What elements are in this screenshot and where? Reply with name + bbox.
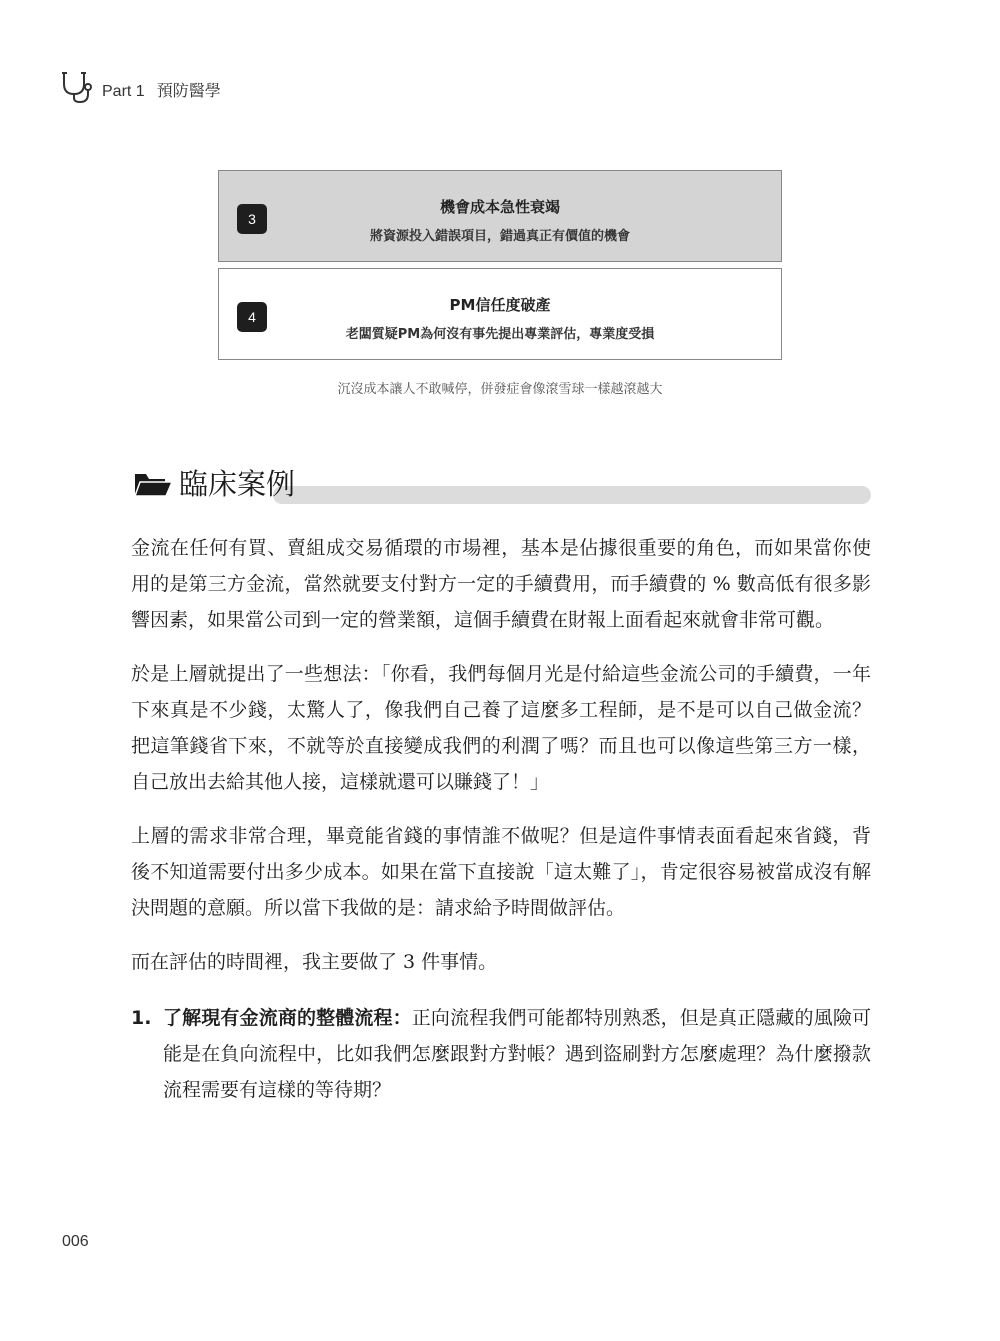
complication-subtitle: 將資源投入錯誤項目，錯過真正有價值的機會	[369, 229, 630, 244]
complication-number: 4	[237, 302, 267, 332]
page-header	[60, 70, 221, 104]
figure-caption: 沉沒成本讓人不敢喊停，併發症會像滾雪球一樣越滾越大	[337, 382, 663, 397]
section-title: 臨床案例	[179, 467, 296, 501]
section-heading	[133, 462, 871, 506]
paragraph: 金流在任何有買、賣組成交易循環的市場裡，基本是佔據很重要的角色，而如果當你使用的是第三方金流，當然就要支付對方一定的手續費用，而手續費的 % 數高低有很多影響因素，如果當公司到一定的營業額，這個手續費在財報上面看起來就會非常可觀。	[131, 537, 871, 631]
complication-subtitle: 老闆質疑PM為何沒有事先提出專業評估，專業度受損	[345, 327, 655, 342]
list-item-number: 1.	[131, 1007, 152, 1029]
body-text	[131, 530, 871, 1108]
complication-title: PM信任度破產	[449, 296, 551, 314]
paragraph: 上層的需求非常合理，畢竟能省錢的事情誰不做呢？但是這件事情表面看起來省錢，背後不知道需要付出多少成本。如果在當下直接說「這太難了」，肯定很容易被當成沒有解決問題的意願。所以當下我做的是：請求給予時間做評估。	[131, 825, 871, 919]
header-part: Part 1	[102, 83, 145, 100]
list-item-heading: 了解現有金流商的整體流程：	[163, 1007, 412, 1029]
section-underline-bar	[273, 486, 871, 504]
complication-box-4	[218, 268, 782, 360]
header-chapter: 預防醫學	[156, 83, 221, 100]
header-text	[102, 78, 221, 101]
folder-open-icon	[133, 470, 173, 498]
complication-title: 機會成本急性衰竭	[439, 198, 560, 216]
complication-box-3	[218, 170, 782, 262]
list-item	[131, 1000, 871, 1108]
stethoscope-icon	[60, 70, 96, 104]
paragraph: 於是上層就提出了一些想法：「你看，我們每個月光是付給這些金流公司的手續費，一年下來真是不少錢，太驚人了，像我們自己養了這麼多工程師，是不是可以自己做金流？把這筆錢省下來，不就等於直接變成我們的利潤了嗎？而且也可以像這些第三方一樣，自己放出去給其他人接，這樣就還可以賺錢了！」	[131, 663, 871, 793]
complication-number: 3	[237, 204, 267, 234]
paragraph: 而在評估的時間裡，我主要做了 3 件事情。	[131, 951, 498, 973]
page-number: 006	[62, 1233, 89, 1250]
list-item-text: 正向流程我們可能都特別熟悉，但是真正隱藏的風險可能是在負向流程中，比如我們怎麼跟對方對帳？遇到盜刷對方怎麼處理？為什麼撥款流程需要有這樣的等待期？	[163, 1007, 871, 1101]
